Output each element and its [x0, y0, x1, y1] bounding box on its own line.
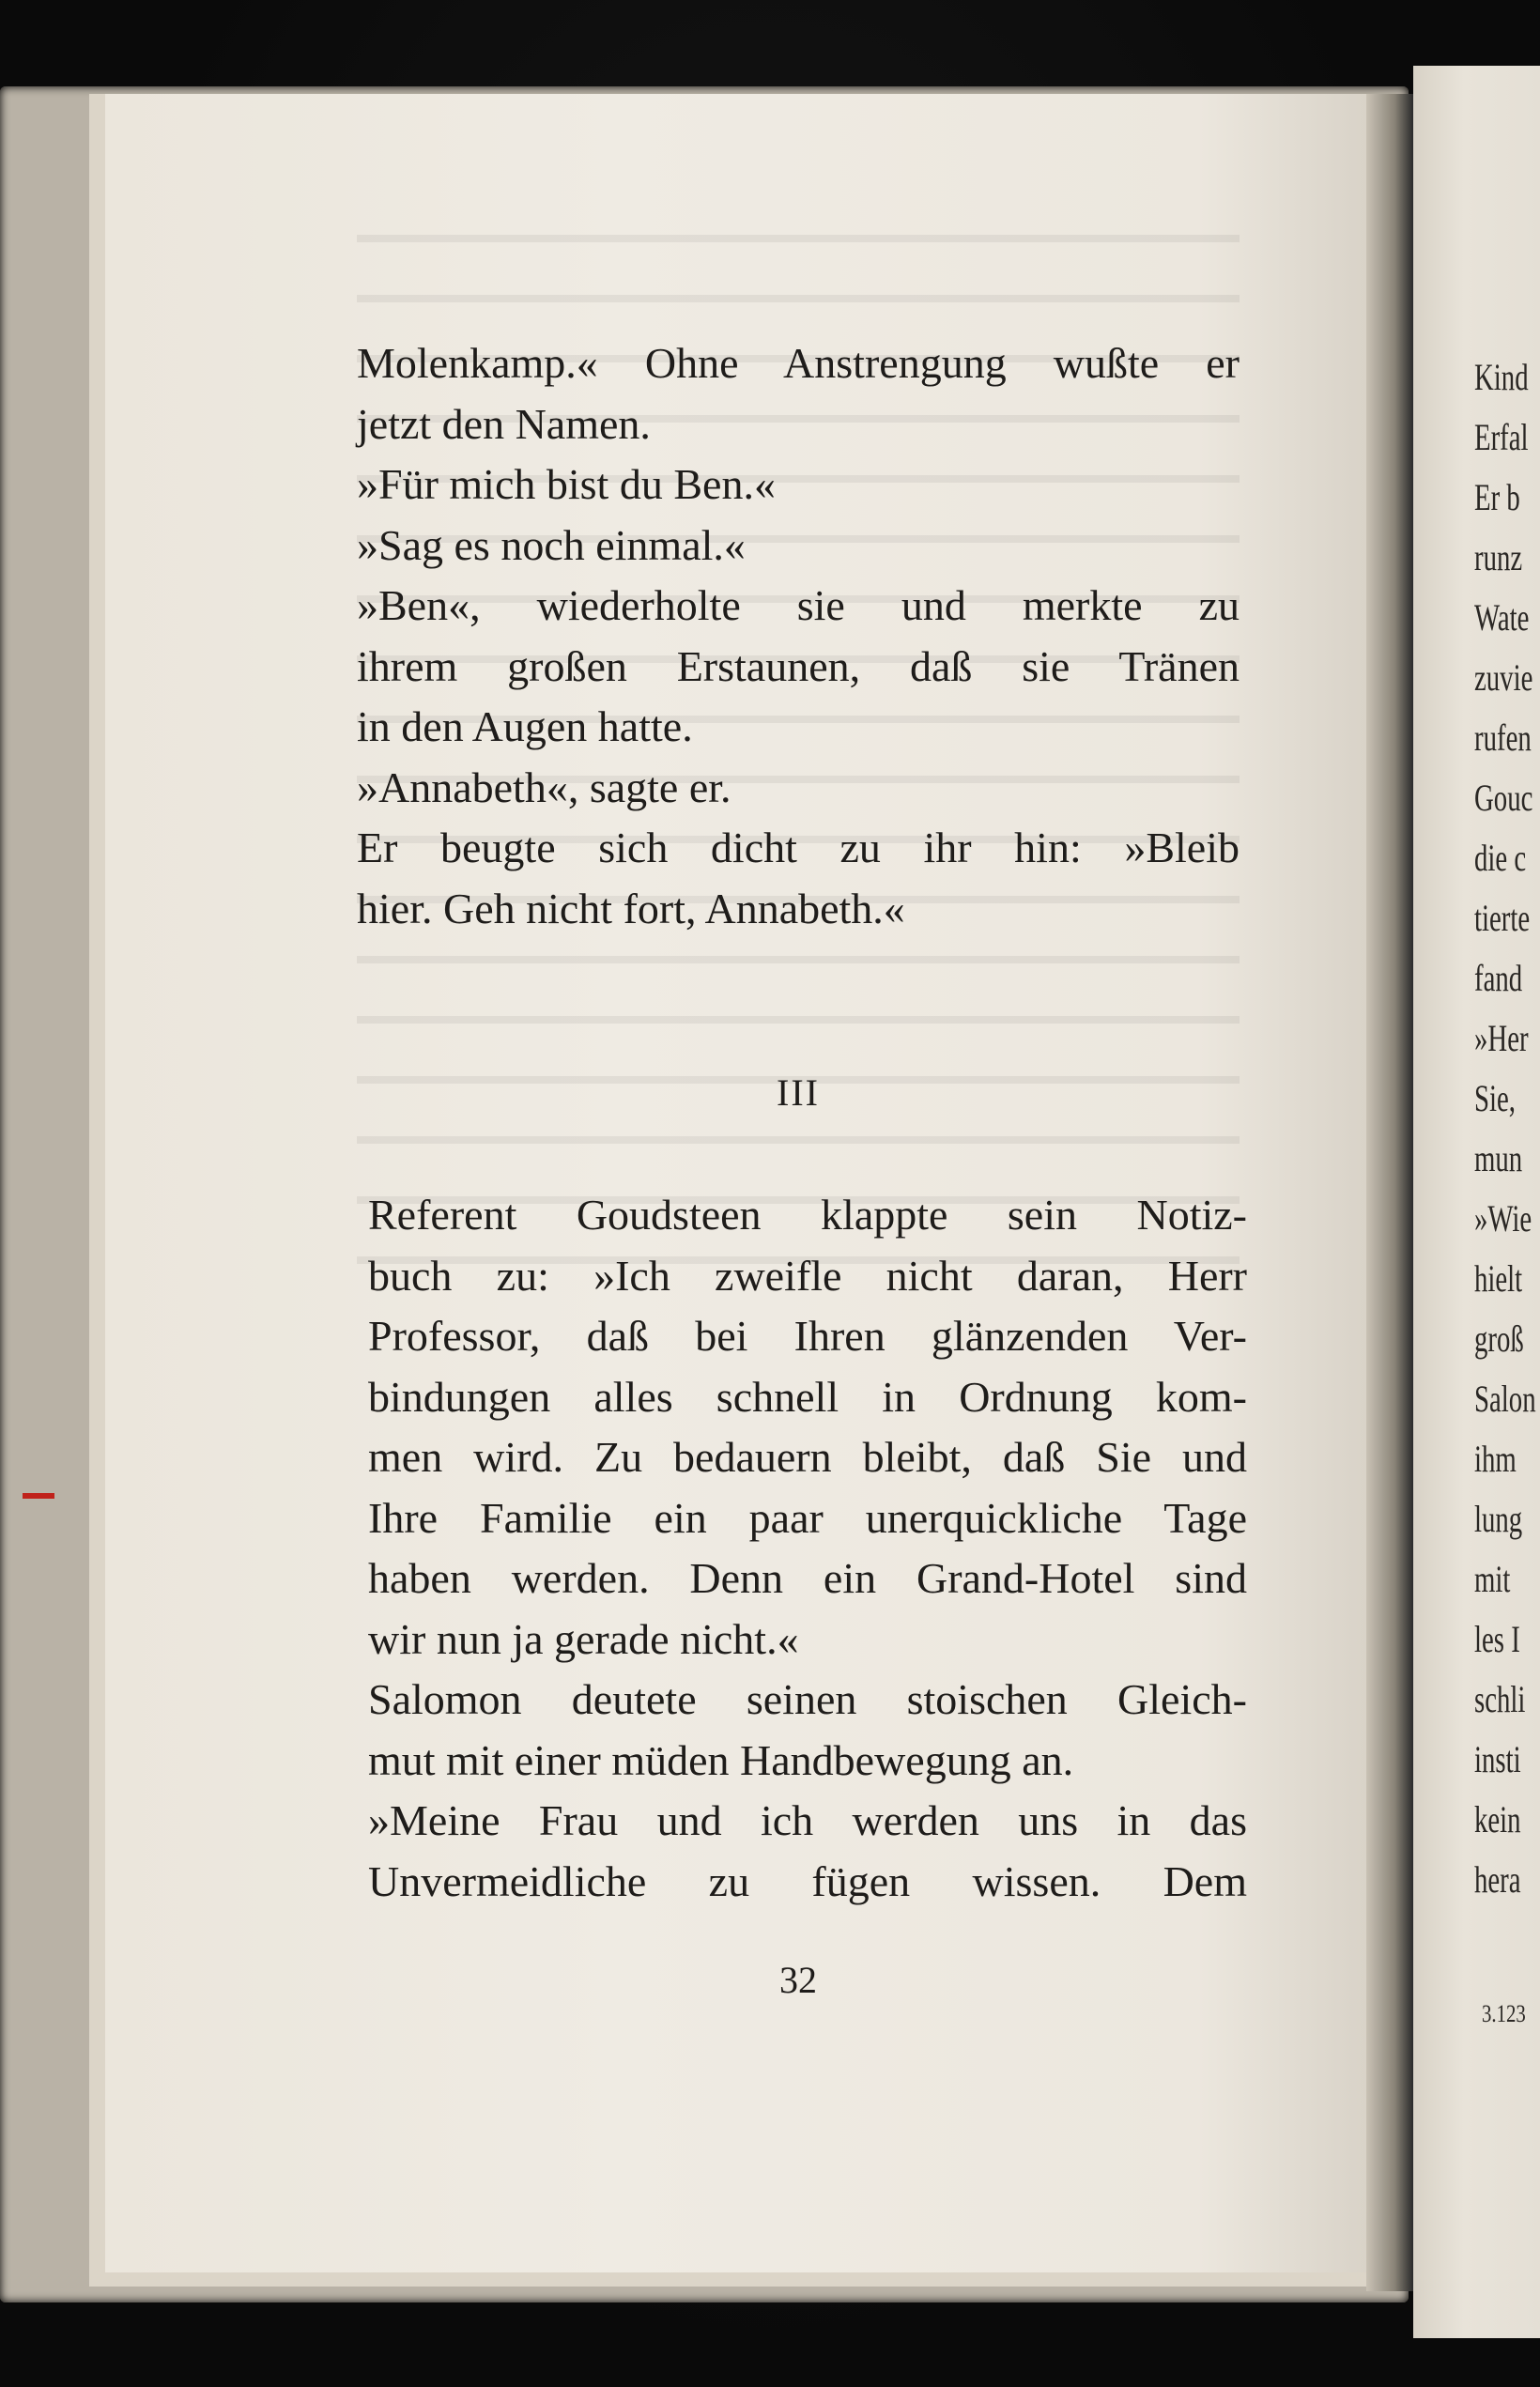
book-gutter	[1366, 94, 1413, 2291]
section-heading: III	[777, 1071, 820, 1114]
facing-line: insti	[1474, 1738, 1521, 1780]
text-line: Salomon deutete seinen stoischen Gleich-	[368, 1675, 1247, 1723]
facing-line: mit	[1474, 1558, 1511, 1600]
text-line: Professor, daß bei Ihren glänzenden Ver-	[368, 1312, 1247, 1360]
text-line: ihrem großen Erstaunen, daß sie Tränen	[357, 641, 1240, 690]
text-line: buch zu: »Ich zweifle nicht daran, Herr	[368, 1251, 1247, 1300]
text-line: hier. Geh nicht fort, Annabeth.«	[357, 884, 905, 932]
facing-line: tierte	[1474, 897, 1531, 939]
facing-line: groß	[1474, 1317, 1524, 1360]
facing-line: »Her	[1474, 1017, 1529, 1059]
facing-line: hielt	[1474, 1257, 1523, 1300]
bottom-text-block	[368, 1185, 1247, 1912]
bookmark-ribbon	[23, 1493, 54, 1499]
text-line: wir nun ja gerade nicht.«	[368, 1614, 799, 1663]
text-line: Er beugte sich dicht zu ihr hin: »Bleib	[357, 824, 1240, 871]
facing-line: die c	[1474, 837, 1527, 879]
text-line: mut mit einer müden Handbewegung an.	[368, 1735, 1074, 1784]
text-line: jetzt den Namen.	[357, 399, 651, 448]
facing-line: Erfal	[1474, 416, 1529, 458]
text-line: bindungen alles schnell in Ordnung kom-	[368, 1372, 1247, 1421]
text-line: Referent Goudsteen klappte sein Notiz-	[368, 1191, 1247, 1239]
text-line: »Meine Frau und ich werden uns in das	[368, 1796, 1247, 1844]
text-line: haben werden. Denn ein Grand-Hotel sind	[368, 1554, 1247, 1602]
facing-page-text	[1474, 347, 1540, 1910]
text-line: men wird. Zu bedauern bleibt, daß Sie und	[368, 1433, 1247, 1481]
facing-line: lung	[1474, 1498, 1523, 1540]
facing-line: runz	[1474, 536, 1523, 578]
top-text-block	[357, 333, 1240, 939]
facing-line: »Wie	[1474, 1197, 1532, 1240]
facing-line: kein	[1474, 1798, 1521, 1840]
text-line: Ihre Familie ein paar unerquickliche Tage	[368, 1493, 1247, 1542]
facing-line: mun	[1474, 1137, 1523, 1179]
text-line: Unvermeidliche zu fügen wissen. Dem	[368, 1856, 1247, 1905]
facing-line: Er b	[1474, 476, 1520, 518]
text-line: »Für mich bist du Ben.«	[357, 460, 776, 508]
text-line: Molenkamp.« Ohne Anstrengung wußte er	[357, 339, 1240, 387]
facing-line: Kind	[1474, 356, 1529, 398]
text-line: in den Augen hatte.	[357, 702, 693, 750]
facing-line: Wate	[1474, 596, 1530, 639]
facing-line: schli	[1474, 1678, 1526, 1720]
text-line: »Annabeth«, sagte er.	[357, 762, 732, 811]
facing-page-footer: 3.123	[1482, 2000, 1526, 2027]
facing-line: Gouc	[1474, 777, 1533, 819]
text-line: »Ben«, wiederholte sie und merkte zu	[357, 581, 1240, 629]
facing-line: rufen	[1474, 716, 1532, 759]
facing-line: zuvie	[1474, 656, 1533, 699]
text-line: »Sag es noch einmal.«	[357, 520, 746, 569]
facing-line: Salon	[1474, 1378, 1536, 1420]
page-number: 32	[779, 1959, 817, 2001]
facing-line: les I	[1474, 1618, 1520, 1660]
facing-line: ihm	[1474, 1438, 1517, 1480]
facing-line: hera	[1474, 1858, 1521, 1901]
facing-line: fand	[1474, 957, 1523, 999]
facing-line: Sie,	[1474, 1077, 1517, 1119]
